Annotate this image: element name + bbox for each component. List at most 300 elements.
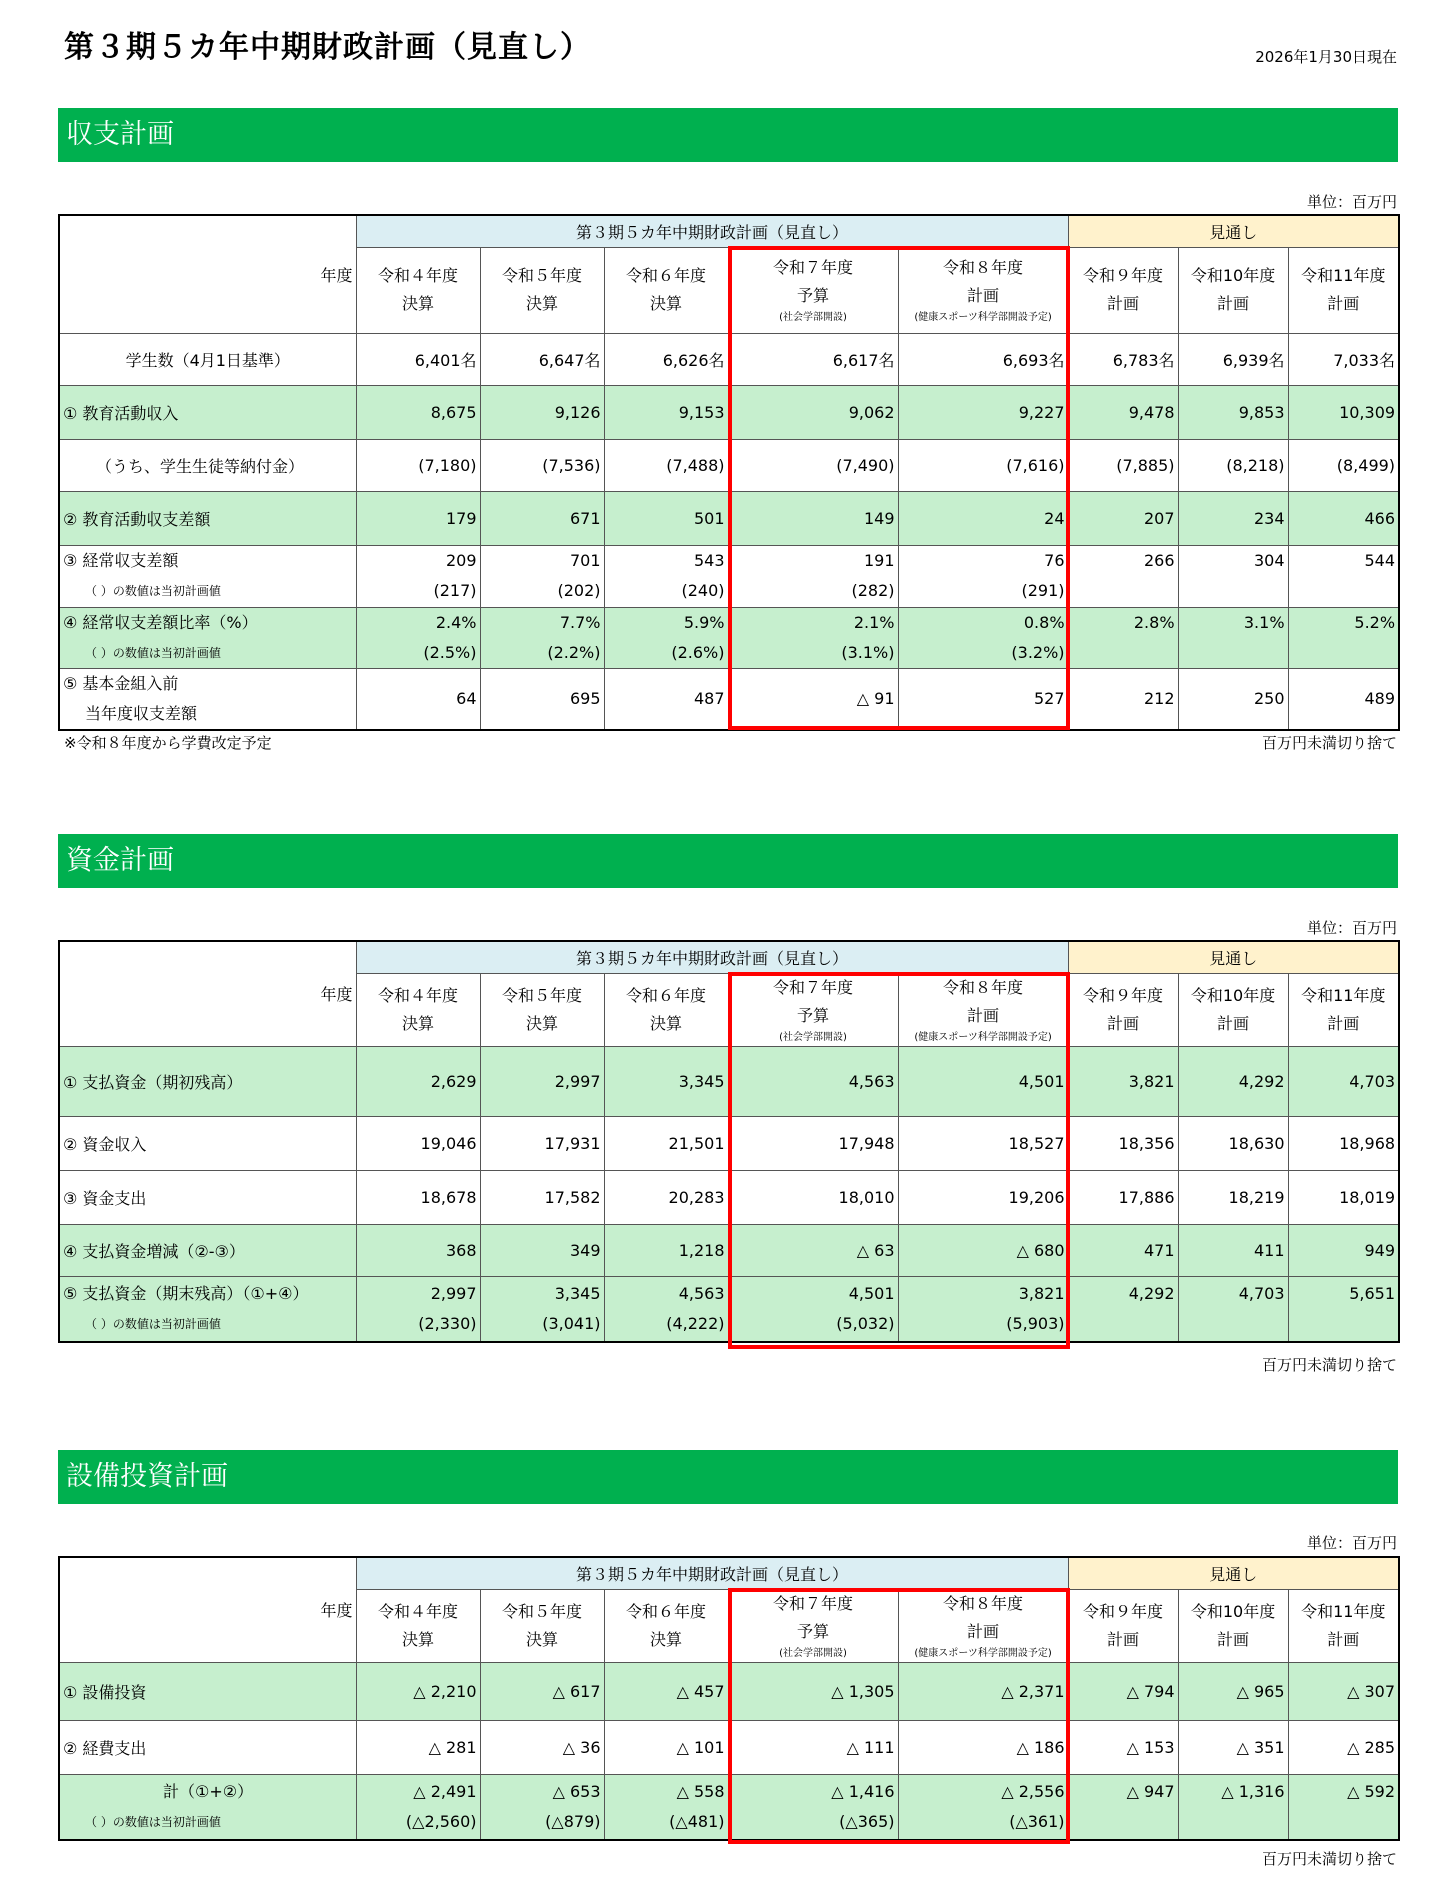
value-cell: 9,478 [1068, 385, 1178, 439]
value-cell: 4,292 [1178, 1046, 1288, 1116]
row-label-edu-balance: ② 教育活動収支差額 [59, 491, 356, 545]
initial-plan-value: (291) [1021, 581, 1065, 600]
value: △ 2,556 [1001, 1781, 1065, 1801]
value-cell: 466 [1288, 491, 1399, 545]
initial-plan-value [1292, 638, 1396, 668]
year-name: 令和10年度 [1190, 1601, 1276, 1621]
value-cell: 349 [480, 1224, 604, 1276]
value: 7.7% [559, 612, 601, 632]
value: 76 [1044, 551, 1065, 570]
year-name: 令和８年度 [943, 1593, 1024, 1613]
as-of-date: 2026年1月30日現在 [1255, 48, 1397, 66]
value-cell: △ 101 [604, 1720, 728, 1774]
truncation-note-funds: 百万円未満切り捨て [1261, 1356, 1397, 1374]
year-note: (健康スポーツ科学部開設予定) [914, 1647, 1052, 1659]
year-name: 令和６年度 [625, 985, 706, 1005]
year-header-cell [1178, 247, 1288, 333]
row-label-fund-payments: ③ 資金支出 [59, 1170, 356, 1224]
year-header-cell [728, 973, 898, 1046]
value: △ 947 [1126, 1781, 1175, 1801]
value-cell [1178, 1276, 1288, 1342]
year-header-label: 年度 [59, 941, 356, 1046]
row-label-tuition: （うち、学生生徒等納付金） [59, 439, 356, 491]
value-cell: 4,703 [1288, 1046, 1399, 1116]
year-type: 決算 [649, 294, 682, 313]
value-cell: 6,626名 [604, 333, 728, 385]
year-type: 決算 [525, 294, 558, 313]
year-header-cell [898, 1589, 1068, 1662]
value-cell [898, 1774, 1068, 1840]
forecast-group-header: 見通し [1068, 215, 1399, 247]
value-cell: 6,783名 [1068, 333, 1178, 385]
year-name: 令和６年度 [625, 266, 706, 285]
value-cell: 411 [1178, 1224, 1288, 1276]
value: 3,345 [554, 1283, 601, 1303]
value: 4,703 [1238, 1283, 1285, 1303]
value-cell: (7,490) [728, 439, 898, 491]
value-cell [1068, 1276, 1178, 1342]
value-cell [728, 1774, 898, 1840]
initial-plan-value: (217) [433, 581, 477, 600]
year-name: 令和４年度 [377, 1601, 458, 1621]
row-label-ordinary-balance: ③ 経常収支差額 （ ）の数値は当初計画値 [59, 545, 356, 607]
year-type: 計画 [1217, 1013, 1250, 1033]
value-cell [1288, 545, 1399, 607]
year-header-label: 年度 [59, 215, 356, 333]
initial-plan-value [1182, 638, 1285, 668]
value-cell: 179 [356, 491, 480, 545]
initial-plan-value: (2.2%) [547, 642, 601, 662]
value-cell: △ 111 [728, 1720, 898, 1774]
year-type: 決算 [525, 1013, 558, 1033]
initial-plan-value [1292, 576, 1396, 606]
initial-plan-value: (2.6%) [671, 642, 725, 662]
value-cell: 9,153 [604, 385, 728, 439]
year-name: 令和９年度 [1083, 266, 1164, 285]
value: 701 [569, 551, 601, 570]
year-name: 令和９年度 [1083, 985, 1164, 1005]
value: △ 1,316 [1221, 1781, 1285, 1801]
value: 209 [445, 551, 477, 570]
year-type: 予算 [796, 286, 829, 305]
year-header-cell [898, 973, 1068, 1046]
value-cell: 21,501 [604, 1116, 728, 1170]
value-cell [356, 1774, 480, 1840]
year-name: 令和11年度 [1301, 985, 1386, 1005]
value-cell: (7,616) [898, 439, 1068, 491]
initial-plan-value [1072, 576, 1175, 606]
value: 2,997 [430, 1283, 477, 1303]
year-name: 令和10年度 [1190, 985, 1276, 1005]
income-plan-table [58, 214, 1400, 731]
initial-plan-value: (2,330) [418, 1313, 477, 1333]
forecast-group-header: 見通し [1068, 1557, 1399, 1589]
initial-plan-value: (3.2%) [1011, 642, 1065, 662]
value-cell: 207 [1068, 491, 1178, 545]
value-cell: △ 794 [1068, 1662, 1178, 1720]
value-cell [356, 545, 480, 607]
year-name: 令和７年度 [772, 977, 853, 997]
section-title-income: 収支計画 [58, 108, 1398, 162]
value-cell: (7,180) [356, 439, 480, 491]
value-cell [1288, 1276, 1399, 1342]
year-name: 令和４年度 [377, 266, 458, 285]
value-cell: 489 [1288, 668, 1399, 730]
year-header-cell [1068, 1589, 1178, 1662]
value: 266 [1143, 551, 1175, 570]
value-cell: 9,126 [480, 385, 604, 439]
year-name: 令和11年度 [1301, 266, 1386, 285]
year-header-cell [898, 247, 1068, 333]
value-cell [604, 1276, 728, 1342]
value-cell [480, 545, 604, 607]
value: 5,651 [1349, 1283, 1396, 1303]
year-header-cell [728, 1589, 898, 1662]
value-cell: △ 1,305 [728, 1662, 898, 1720]
row-label-closing-funds: ⑤ 支払資金（期末残高）（①+④） （ ）の数値は当初計画値 [59, 1276, 356, 1342]
year-name: 令和７年度 [772, 258, 853, 277]
value: 2.1% [853, 612, 895, 632]
value-cell: 3,345 [604, 1046, 728, 1116]
value-cell: 250 [1178, 668, 1288, 730]
year-type: 計画 [1217, 294, 1250, 313]
year-header-cell [604, 1589, 728, 1662]
year-note: (社会学部開設) [779, 1647, 847, 1659]
value-cell: 17,931 [480, 1116, 604, 1170]
row-label-ordinary-ratio: ④ 経常収支差額比率（%） （ ）の数値は当初計画値 [59, 607, 356, 668]
year-type: 計画 [967, 286, 1000, 305]
value-cell: △ 36 [480, 1720, 604, 1774]
value-cell: 7,033名 [1288, 333, 1399, 385]
initial-plan-value [1072, 1807, 1175, 1837]
value-cell [604, 545, 728, 607]
plan-group-header: 第３期５カ年中期財政計画（見直し） [356, 1557, 1068, 1589]
row-label-opening-funds: ① 支払資金（期初残高） [59, 1046, 356, 1116]
value: 304 [1253, 551, 1285, 570]
value-cell: 10,309 [1288, 385, 1399, 439]
year-type: 計画 [967, 1005, 1000, 1025]
initial-plan-value: (3.1%) [841, 642, 895, 662]
value-cell [604, 1774, 728, 1840]
value: 2.4% [435, 612, 477, 632]
initial-plan-value: (5,032) [836, 1313, 895, 1333]
row-label-students: 学生数（4月1日基準） [59, 333, 356, 385]
value: 543 [693, 551, 725, 570]
value-cell [728, 545, 898, 607]
year-name: 令和７年度 [772, 1593, 853, 1613]
value-cell: 18,219 [1178, 1170, 1288, 1224]
value-cell: △ 680 [898, 1224, 1068, 1276]
value-cell: △ 617 [480, 1662, 604, 1720]
value-cell: (7,488) [604, 439, 728, 491]
row-label-fund-receipts: ② 資金収入 [59, 1116, 356, 1170]
initial-plan-value: (2.5%) [423, 642, 477, 662]
year-name: 令和10年度 [1190, 266, 1276, 285]
initial-plan-value [1182, 1309, 1285, 1339]
value-cell: 8,675 [356, 385, 480, 439]
value-cell: △ 2,210 [356, 1662, 480, 1720]
value-cell: 19,046 [356, 1116, 480, 1170]
value: 3.1% [1243, 612, 1285, 632]
year-name: 令和５年度 [501, 266, 582, 285]
section-title-funds: 資金計画 [58, 834, 1398, 888]
value: 4,292 [1128, 1283, 1175, 1303]
value-cell: 18,010 [728, 1170, 898, 1224]
value-cell: 17,948 [728, 1116, 898, 1170]
value: 4,501 [848, 1283, 895, 1303]
value-cell [1178, 545, 1288, 607]
year-type: 計画 [1327, 1629, 1360, 1649]
value-cell [1178, 1774, 1288, 1840]
unit-label: 単位：百万円 [1306, 919, 1397, 937]
value-cell: △ 186 [898, 1720, 1068, 1774]
section-title-capex: 設備投資計画 [58, 1450, 1398, 1504]
year-type: 決算 [401, 294, 434, 313]
value-cell: △ 965 [1178, 1662, 1288, 1720]
value: △ 1,416 [831, 1781, 895, 1801]
year-header-cell [356, 1589, 480, 1662]
initial-plan-value: (202) [557, 581, 601, 600]
year-note: (健康スポーツ科学部開設予定) [914, 1031, 1052, 1043]
year-type: 計画 [1327, 294, 1360, 313]
value-cell: △ 63 [728, 1224, 898, 1276]
value-cell [1288, 1774, 1399, 1840]
year-type: 決算 [649, 1013, 682, 1033]
year-note: (健康スポーツ科学部開設予定) [914, 312, 1052, 323]
year-header-cell [604, 247, 728, 333]
initial-plan-value: (240) [681, 581, 725, 600]
value-cell [1288, 607, 1399, 668]
value-cell: 149 [728, 491, 898, 545]
value-cell: 4,501 [898, 1046, 1068, 1116]
initial-plan-value: (△2,560) [405, 1811, 477, 1831]
year-header-label: 年度 [59, 1557, 356, 1662]
initial-plan-value: (△481) [669, 1811, 725, 1831]
year-type: 計画 [1107, 294, 1140, 313]
value-cell: 4,563 [728, 1046, 898, 1116]
value: 2.8% [1133, 612, 1175, 632]
value-cell: △ 285 [1288, 1720, 1399, 1774]
initial-plan-value: (△365) [839, 1811, 895, 1831]
year-header-cell [356, 973, 480, 1046]
year-name: 令和５年度 [501, 1601, 582, 1621]
value-cell: (8,218) [1178, 439, 1288, 491]
value-cell: 9,062 [728, 385, 898, 439]
value: 5.9% [683, 612, 725, 632]
year-type: 予算 [796, 1005, 829, 1025]
initial-plan-value: (4,222) [666, 1313, 725, 1333]
value-cell: 501 [604, 491, 728, 545]
initial-plan-value: (3,041) [542, 1313, 601, 1333]
year-type: 計画 [1107, 1013, 1140, 1033]
year-name: 令和８年度 [943, 258, 1024, 277]
value-cell [480, 1276, 604, 1342]
value-cell: 487 [604, 668, 728, 730]
year-type: 決算 [401, 1629, 434, 1649]
value-cell: 368 [356, 1224, 480, 1276]
value-cell: (8,499) [1288, 439, 1399, 491]
value: △ 592 [1347, 1781, 1396, 1801]
value-cell [356, 607, 480, 668]
value-cell: 527 [898, 668, 1068, 730]
year-header-cell [480, 973, 604, 1046]
year-header-cell [480, 1589, 604, 1662]
value-cell: 9,853 [1178, 385, 1288, 439]
year-header-cell [1068, 973, 1178, 1046]
year-header-cell [480, 247, 604, 333]
value: 5.2% [1354, 612, 1396, 632]
value-cell: 64 [356, 668, 480, 730]
value-cell [898, 1276, 1068, 1342]
value: 0.8% [1023, 612, 1065, 632]
year-header-cell [1178, 973, 1288, 1046]
row-label-equipment: ① 設備投資 [59, 1662, 356, 1720]
value-cell: △ 457 [604, 1662, 728, 1720]
year-type: 予算 [796, 1621, 829, 1641]
row-label-basic-balance: ⑤ 基本金組入前 当年度収支差額 [59, 668, 356, 730]
year-header-cell [1068, 247, 1178, 333]
value-cell [728, 1276, 898, 1342]
initial-plan-value: (5,903) [1006, 1313, 1065, 1333]
initial-plan-value [1182, 576, 1285, 606]
value-cell [728, 607, 898, 668]
year-name: 令和４年度 [377, 985, 458, 1005]
value-cell: (7,536) [480, 439, 604, 491]
truncation-note-income: 百万円未満切り捨て [1261, 734, 1397, 752]
value-cell: 18,630 [1178, 1116, 1288, 1170]
year-name: 令和８年度 [943, 977, 1024, 997]
value-cell: 19,206 [898, 1170, 1068, 1224]
value: 544 [1364, 551, 1396, 570]
row-label-fund-change: ④ 支払資金増減（②-③） [59, 1224, 356, 1276]
forecast-group-header: 見通し [1068, 941, 1399, 973]
value-cell: 212 [1068, 668, 1178, 730]
unit-label: 単位：百万円 [1306, 193, 1397, 211]
value-cell: △ 2,371 [898, 1662, 1068, 1720]
year-type: 計画 [967, 1621, 1000, 1641]
value: △ 2,491 [413, 1781, 477, 1801]
value-cell: △ 153 [1068, 1720, 1178, 1774]
value-cell: 9,227 [898, 385, 1068, 439]
year-type: 決算 [649, 1629, 682, 1649]
year-header-cell [728, 247, 898, 333]
value-cell: 20,283 [604, 1170, 728, 1224]
year-name: 令和９年度 [1083, 1601, 1164, 1621]
value-cell [1068, 607, 1178, 668]
year-name: 令和11年度 [1301, 1601, 1386, 1621]
year-header-cell [356, 247, 480, 333]
value-cell: 17,886 [1068, 1170, 1178, 1224]
value-cell: 671 [480, 491, 604, 545]
row-label-capex-total: 計（①+②） （ ）の数値は当初計画値 [59, 1774, 356, 1840]
initial-plan-value [1292, 1807, 1396, 1837]
value-cell: 2,629 [356, 1046, 480, 1116]
value: 3,821 [1018, 1283, 1065, 1303]
value-cell: 949 [1288, 1224, 1399, 1276]
tuition-revision-note: ※令和８年度から学費改定予定 [64, 734, 272, 752]
value-cell: 24 [898, 491, 1068, 545]
initial-plan-value: (△361) [1009, 1811, 1065, 1831]
page-title: 第３期５カ年中期財政計画（見直し） [64, 30, 591, 65]
value-cell: 1,218 [604, 1224, 728, 1276]
year-header-cell [1178, 1589, 1288, 1662]
initial-plan-value [1072, 638, 1175, 668]
value-cell: 6,939名 [1178, 333, 1288, 385]
year-header-cell [1288, 973, 1399, 1046]
truncation-note-capex: 百万円未満切り捨て [1261, 1850, 1397, 1868]
value-cell: 17,582 [480, 1170, 604, 1224]
capex-plan-table [58, 1556, 1400, 1841]
value-cell: 6,401名 [356, 333, 480, 385]
value-cell: 18,527 [898, 1116, 1068, 1170]
row-label-expense: ② 経費支出 [59, 1720, 356, 1774]
year-header-cell [1288, 1589, 1399, 1662]
value-cell [1178, 607, 1288, 668]
value-cell [604, 607, 728, 668]
row-label-edu-income: ① 教育活動収入 [59, 385, 356, 439]
value-cell [356, 1276, 480, 1342]
funds-plan-table [58, 940, 1400, 1343]
value-cell: 18,968 [1288, 1116, 1399, 1170]
value-cell [480, 1774, 604, 1840]
value-cell: 6,647名 [480, 333, 604, 385]
value-cell: △ 307 [1288, 1662, 1399, 1720]
plan-group-header: 第３期５カ年中期財政計画（見直し） [356, 215, 1068, 247]
initial-plan-value [1182, 1807, 1285, 1837]
year-type: 決算 [401, 1013, 434, 1033]
value-cell: 3,821 [1068, 1046, 1178, 1116]
value-cell: 2,997 [480, 1046, 604, 1116]
value-cell [898, 607, 1068, 668]
value-cell [480, 607, 604, 668]
value: △ 653 [552, 1781, 601, 1801]
initial-plan-value [1292, 1309, 1396, 1339]
unit-label: 単位：百万円 [1306, 1534, 1397, 1552]
year-header-cell [1288, 247, 1399, 333]
year-header-cell [604, 973, 728, 1046]
initial-plan-value: (282) [851, 581, 895, 600]
plan-group-header: 第３期５カ年中期財政計画（見直し） [356, 941, 1068, 973]
year-type: 計画 [1217, 1629, 1250, 1649]
year-type: 決算 [525, 1629, 558, 1649]
value-cell: 471 [1068, 1224, 1178, 1276]
value-cell: 18,019 [1288, 1170, 1399, 1224]
year-name: 令和６年度 [625, 1601, 706, 1621]
value-cell: 18,356 [1068, 1116, 1178, 1170]
year-type: 計画 [1327, 1013, 1360, 1033]
value-cell: 234 [1178, 491, 1288, 545]
value-cell: 695 [480, 668, 604, 730]
year-name: 令和５年度 [501, 985, 582, 1005]
value-cell [1068, 545, 1178, 607]
value-cell: △ 281 [356, 1720, 480, 1774]
value-cell: △ 351 [1178, 1720, 1288, 1774]
value-cell: 18,678 [356, 1170, 480, 1224]
value: △ 558 [676, 1781, 725, 1801]
initial-plan-value: (△879) [545, 1811, 601, 1831]
year-type: 計画 [1107, 1629, 1140, 1649]
value-cell: 6,693名 [898, 333, 1068, 385]
initial-plan-value [1072, 1309, 1175, 1339]
value-cell: △ 91 [728, 668, 898, 730]
value: 4,563 [678, 1283, 725, 1303]
year-note: (社会学部開設) [779, 1031, 847, 1043]
value-cell [898, 545, 1068, 607]
year-note: (社会学部開設) [779, 312, 847, 323]
value: 191 [863, 551, 895, 570]
value-cell: (7,885) [1068, 439, 1178, 491]
value-cell [1068, 1774, 1178, 1840]
